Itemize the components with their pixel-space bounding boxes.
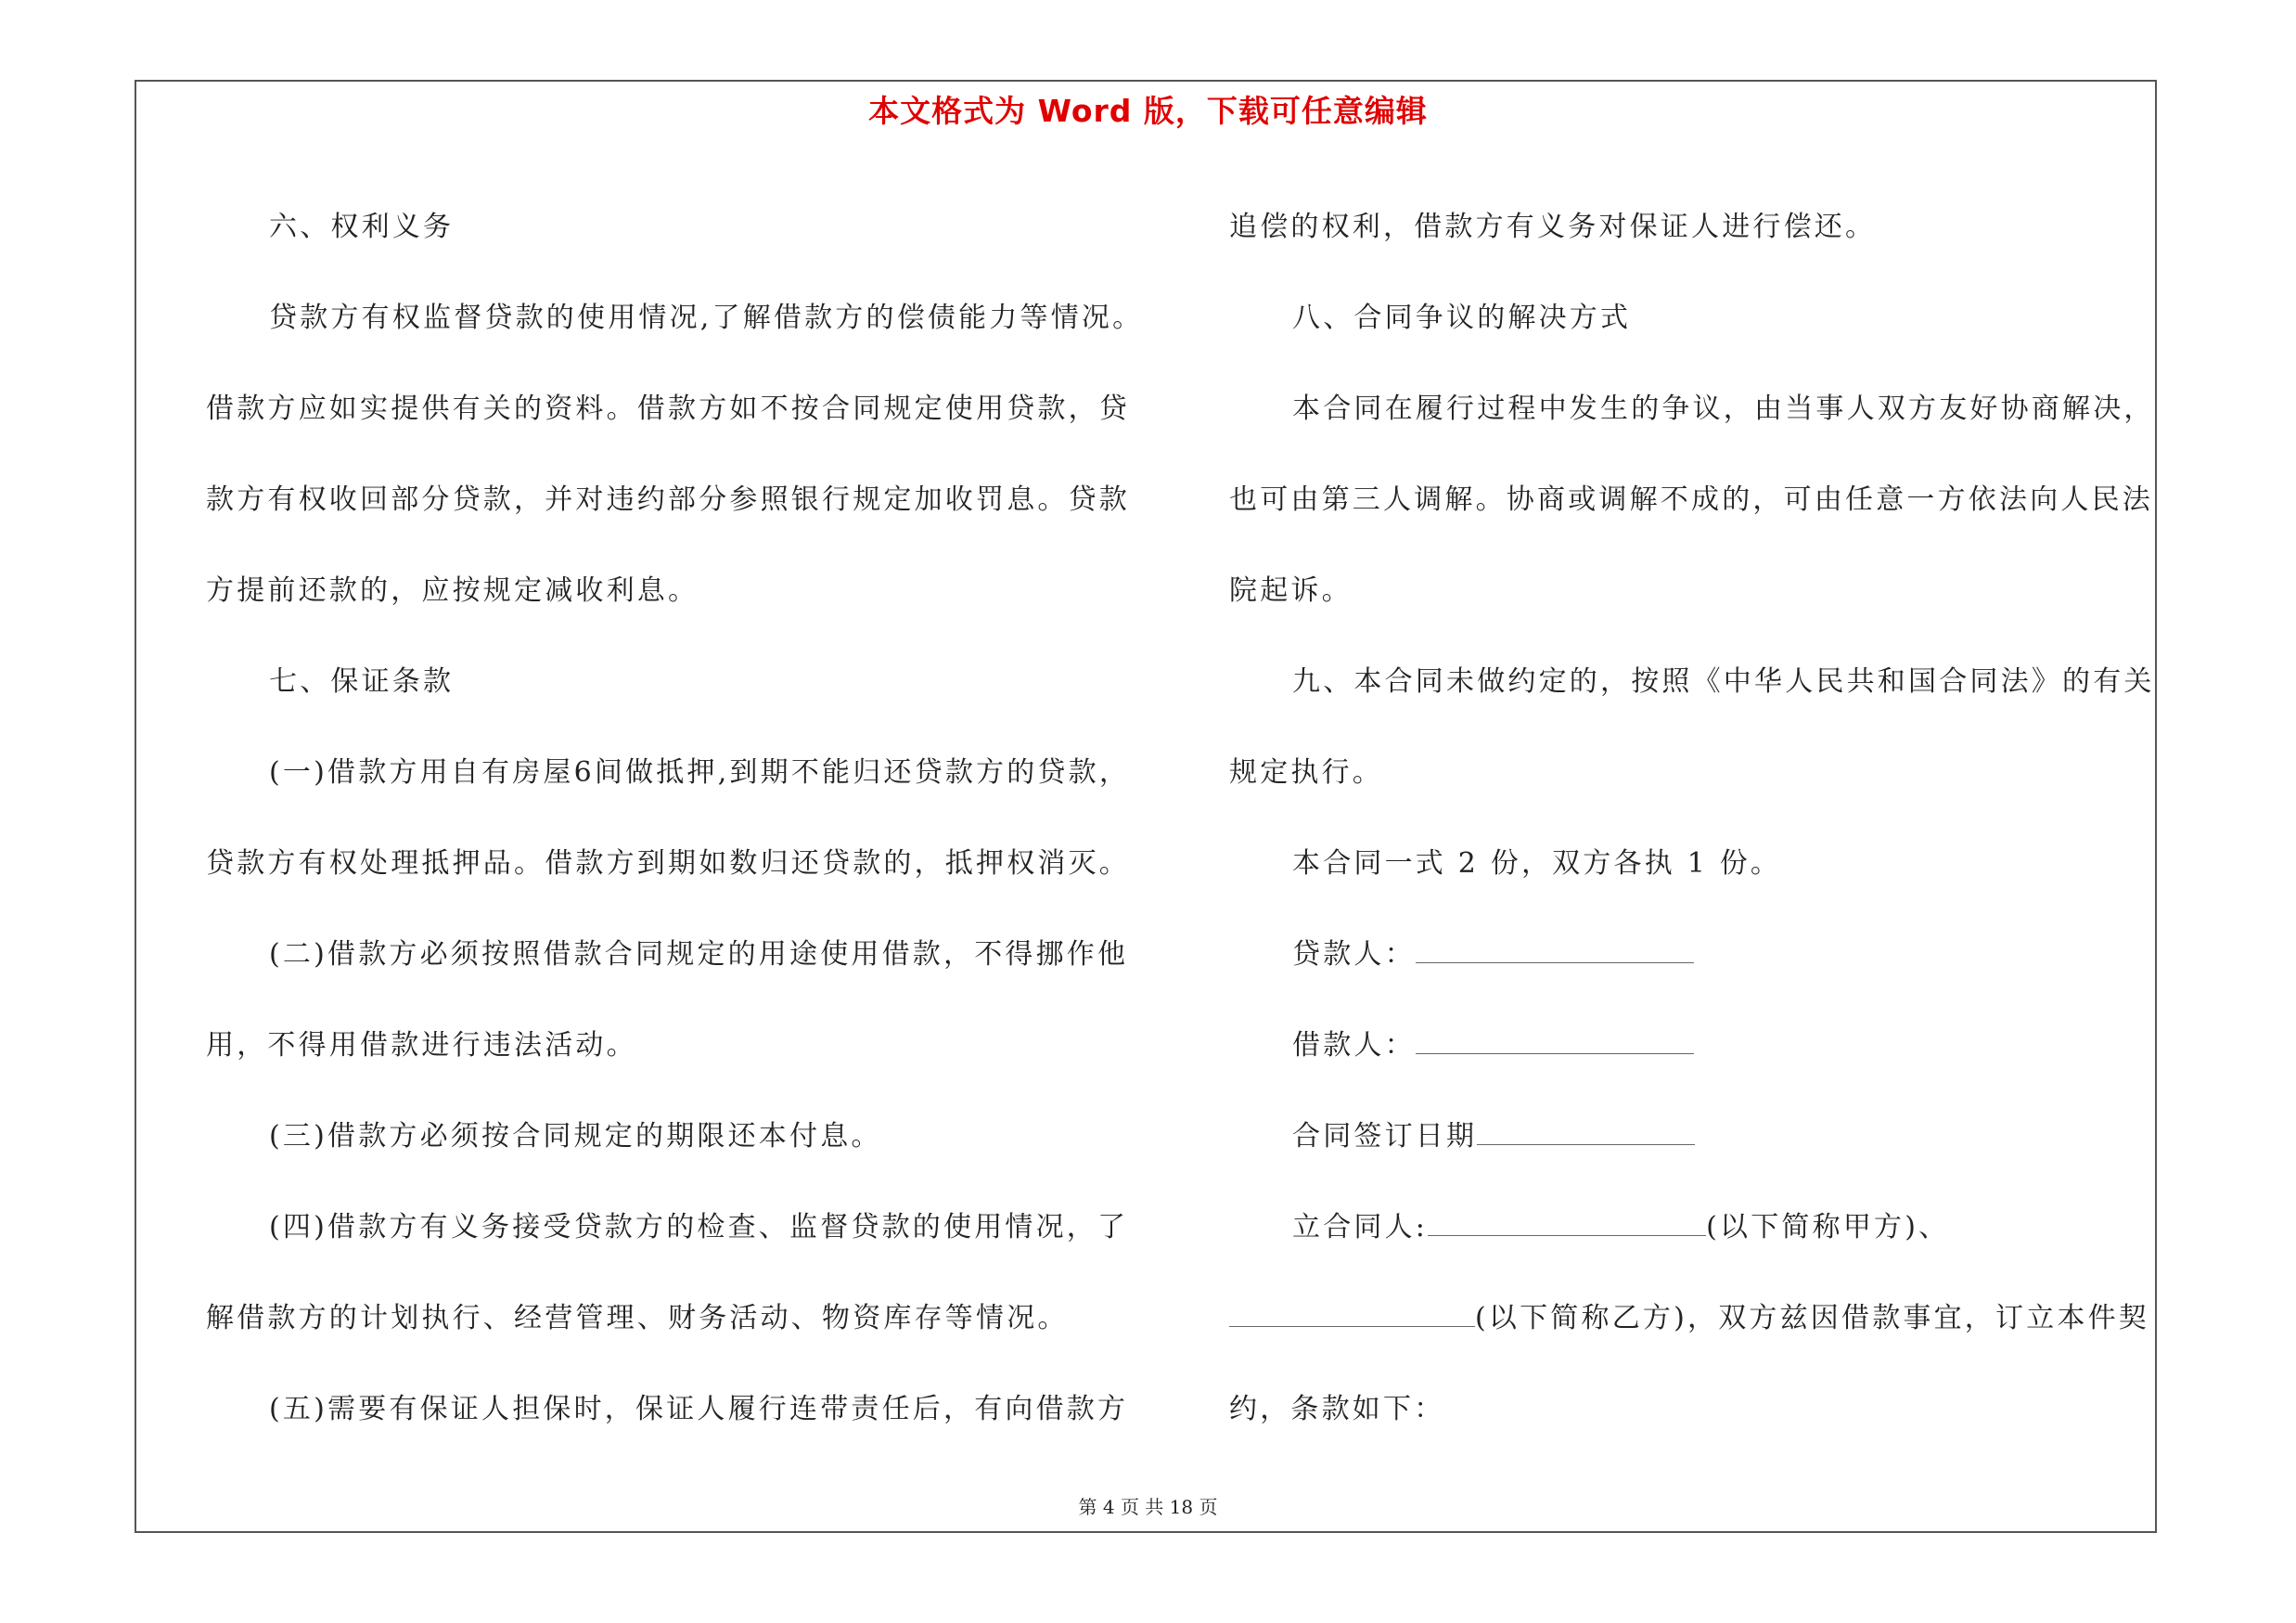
party-a-suffix: (以下简称甲方)、 <box>1706 1211 1950 1243</box>
party-b-blank[interactable] <box>1229 1304 1475 1327</box>
paragraph-line: (一)借款方用自有房屋6间做抵押,到期不能归还贷款方的贷款， <box>269 756 1131 789</box>
left-column <box>206 182 1143 1455</box>
lender-signature-line <box>1229 909 2157 1000</box>
paragraph-line: 追偿的权利，借款方有义务对保证人进行偿还。 <box>1229 211 1877 243</box>
paragraph-line: 款方有权收回部分贷款，并对违约部分参照银行规定加收罚息。贷款 <box>206 483 1130 516</box>
borrower-signature-line <box>1229 1000 2157 1091</box>
paragraph-line: 也可由第三人调解。协商或调解不成的，可由任意一方依法向人民法 <box>1229 483 2153 516</box>
paragraph-line: 用，不得用借款进行违法活动。 <box>206 1029 637 1062</box>
paragraph-line: 贷款方有权监督贷款的使用情况,了解借款方的偿债能力等情况。 <box>269 302 1144 334</box>
paragraph-line: 方提前还款的，应按规定减收利息。 <box>206 574 699 607</box>
lender-blank[interactable] <box>1416 940 1694 963</box>
paragraph-line: 贷款方有权处理抵押品。借款方到期如数归还贷款的，抵押权消灭。 <box>206 847 1130 880</box>
section-heading: 六、权利义务 <box>269 211 455 243</box>
paragraph-line: (三)借款方必须按合同规定的期限还本付息。 <box>269 1120 882 1153</box>
paragraph-line: 本合同在履行过程中发生的争议，由当事人双方友好协商解决， <box>1292 393 2155 425</box>
paragraph-line: 解借款方的计划执行、经营管理、财务活动、物资库存等情况。 <box>206 1302 1069 1334</box>
section-heading: 七、保证条款 <box>269 665 455 698</box>
paragraph-line: (二)借款方必须按照借款合同规定的用途使用借款，不得挪作他 <box>269 938 1129 971</box>
signing-date-line <box>1229 1091 2157 1182</box>
date-blank[interactable] <box>1477 1122 1695 1145</box>
right-column <box>1229 182 2157 1455</box>
paragraph-line: 规定执行。 <box>1229 756 1383 789</box>
paragraph-line: (四)借款方有义务接受贷款方的检查、监督贷款的使用情况，了 <box>269 1211 1129 1243</box>
page-number: 第 4 页 共 18 页 <box>1078 1496 1218 1518</box>
paragraph-line: 院起诉。 <box>1229 574 1353 607</box>
borrower-blank[interactable] <box>1416 1031 1694 1054</box>
paragraph-line: 借款方应如实提供有关的资料。借款方如不按合同规定使用贷款，贷 <box>206 393 1130 425</box>
section-heading: 八、合同争议的解决方式 <box>1292 302 1632 334</box>
party-a-blank[interactable] <box>1428 1213 1706 1236</box>
borrower-label: 借款人： <box>1292 1029 1416 1062</box>
format-notice-banner: 本文格式为 Word 版，下载可任意编辑 <box>868 93 1428 129</box>
paragraph-line: 本合同一式 2 份，双方各执 1 份。 <box>1292 847 1782 880</box>
paragraph-line: 约，条款如下： <box>1229 1393 1445 1425</box>
paragraph-line: 九、本合同未做约定的，按照《中华人民共和国合同法》的有关 <box>1292 665 2155 698</box>
date-label: 合同签订日期 <box>1292 1120 1478 1153</box>
parties-label: 立合同人: <box>1292 1211 1429 1243</box>
party-b-suffix: (以下简称乙方)，双方兹因借款事宜，订立本件契 <box>1475 1302 2150 1334</box>
lender-label: 贷款人： <box>1292 938 1416 971</box>
paragraph-line: (五)需要有保证人担保时，保证人履行连带责任后，有向借款方 <box>269 1393 1129 1425</box>
parties-line <box>1229 1182 2157 1273</box>
party-b-line <box>1229 1273 2157 1364</box>
